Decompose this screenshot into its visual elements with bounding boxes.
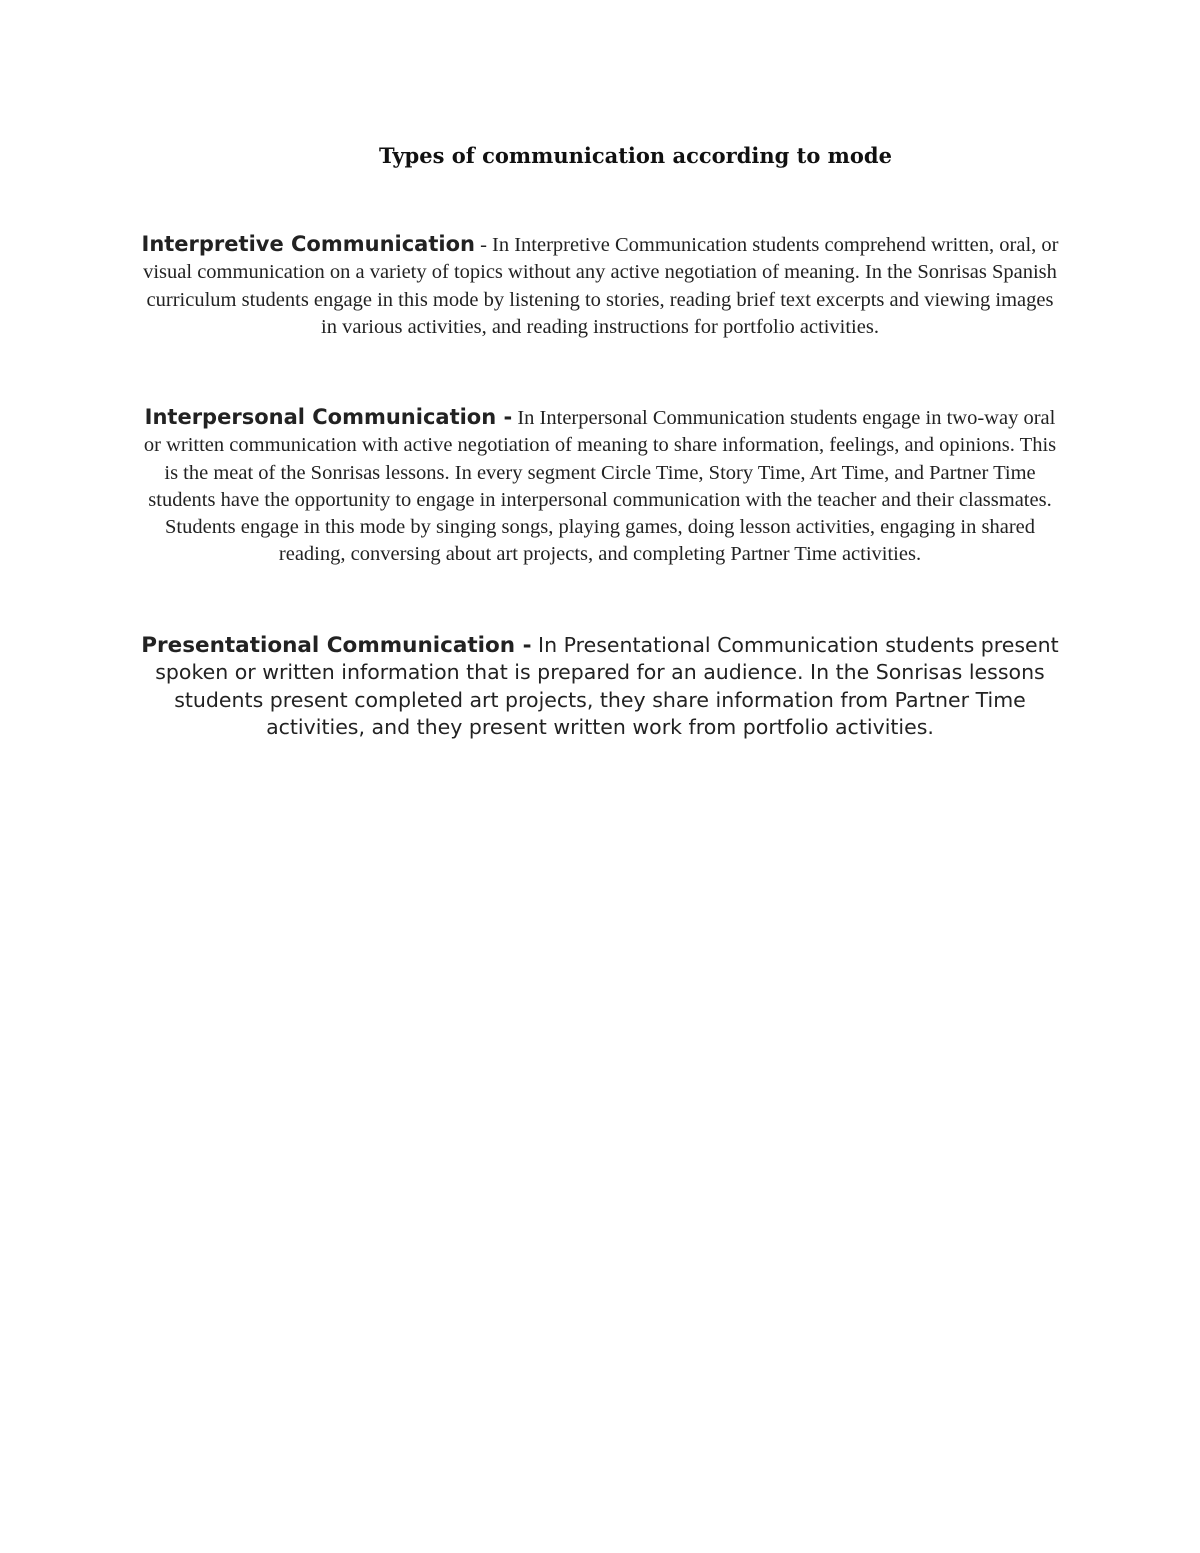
document-title: Types of communication according to mode xyxy=(379,143,892,168)
section-interpretive xyxy=(140,231,1060,341)
section-presentational xyxy=(140,632,1060,741)
section-text: In Presentational Communication students present spoken or written information that is prepared for an audience. In the Sonrisas lessons students present completed art projects, they share information from Partner Time activities, and they present written work from portfolio activities. xyxy=(155,633,1059,739)
section-label: Interpersonal Communication - xyxy=(144,405,513,429)
section-separator: - xyxy=(474,234,493,256)
section-interpersonal xyxy=(140,404,1060,569)
section-label: Interpretive Communication xyxy=(141,232,475,256)
section-text: In Interpersonal Communication students engage in two-way oral or written communication with active negotiation of meaning to share information, feelings, and opinions. This is the meat of the Sonrisas lessons. In every segment Circle Time, Story Time, Art Time, and Partner Time students have the opportunity to engage in interpersonal communication with the teacher and their classmates. Students engage in this mode by singing songs, playing games, doing lesson activities, engaging in shared reading, conversing about art projects, and completing Partner Time activities. xyxy=(143,407,1057,566)
section-text: In Interpretive Communication students comprehend written, oral, or visual communication on a variety of topics without any active negotiation of meaning. In the Sonrisas Spanish curriculum students engage in this mode by listening to stories, reading brief text excerpts and viewing images in various activities, and reading instructions for portfolio activities. xyxy=(143,234,1059,338)
section-label: Presentational Communication - xyxy=(141,633,532,658)
